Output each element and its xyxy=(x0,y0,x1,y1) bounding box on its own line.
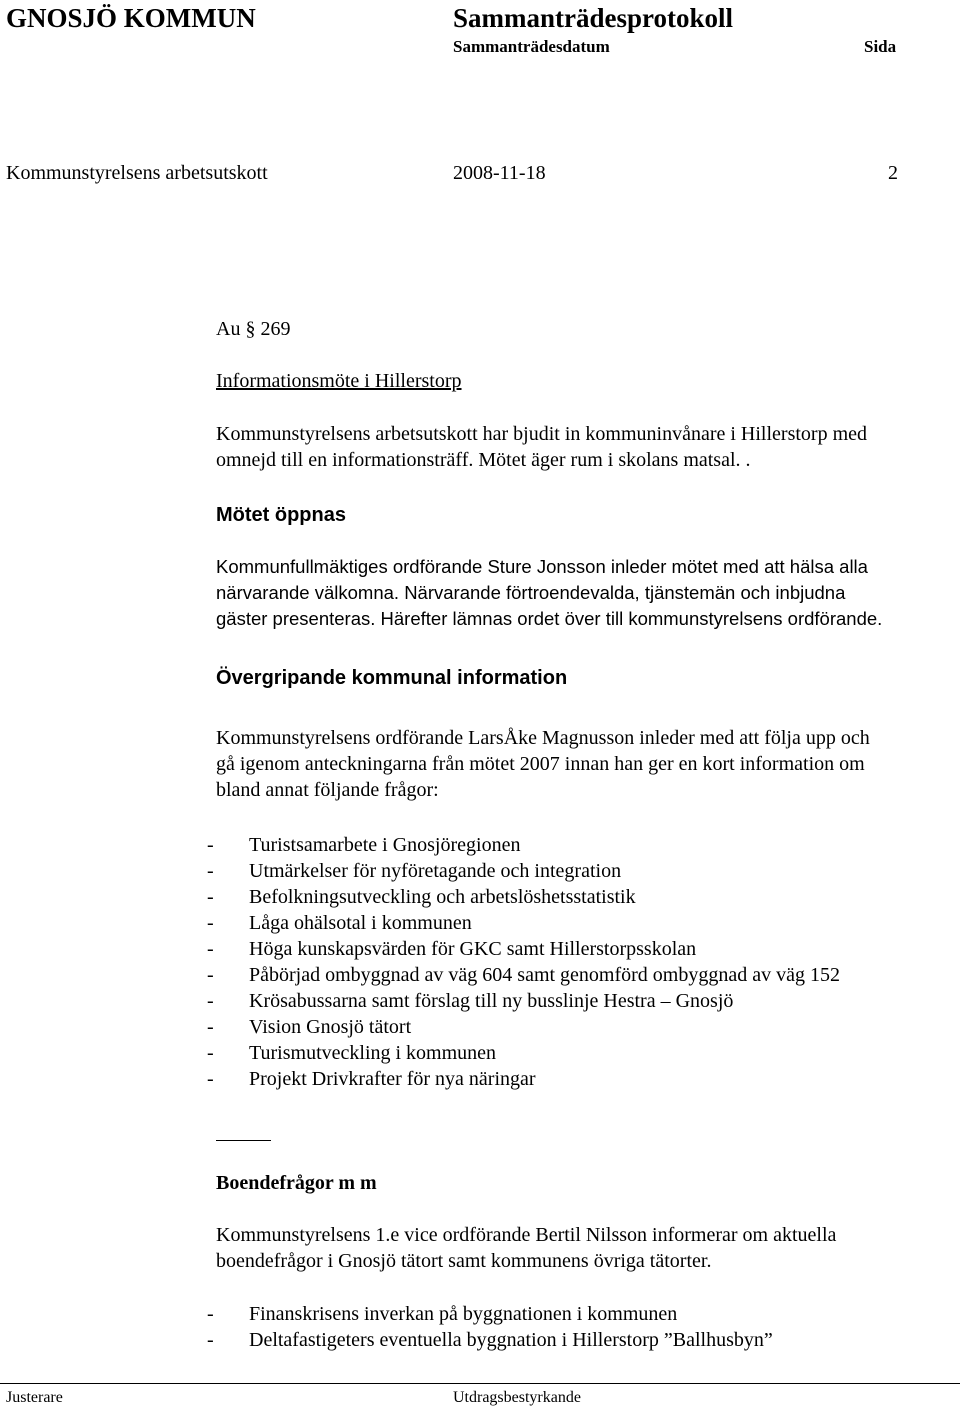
list-item xyxy=(207,1014,840,1040)
section-title: Informationsmöte i Hillerstorp xyxy=(216,370,462,392)
housing-line: boendefrågor i Gnosjö tätort samt kommunens övriga tätorter. xyxy=(216,1250,712,1272)
housing-paragraph xyxy=(216,1222,836,1274)
list-item xyxy=(207,1301,773,1327)
overview-line: Kommunstyrelsens ordförande LarsÅke Magnusson inleder med att följa upp och xyxy=(216,727,870,749)
list-item-text: Krösabussarna samt förslag till ny busslinje Hestra – Gnosjö xyxy=(249,990,734,1012)
footer-utdragsbestyrkande: Utdragsbestyrkande xyxy=(453,1389,581,1406)
list-item xyxy=(207,910,840,936)
list-item xyxy=(207,936,840,962)
list-item-text: Deltafastigeters eventuella byggnation i Hillerstorp ”Ballhusbyn” xyxy=(249,1329,773,1351)
intro-line: Kommunstyrelsens arbetsutskott har bjudit in kommuninvånare i Hillerstorp med xyxy=(216,423,868,445)
intro-line: omnejd till en informationsträff. Mötet äger rum i skolans matsal. . xyxy=(216,449,751,471)
list-item-text: Höga kunskapsvärden för GKC samt Hillerstorpsskolan xyxy=(249,938,697,960)
list-item-text: Finanskrisens inverkan på byggnationen i kommunen xyxy=(249,1303,678,1325)
overview-line: bland annat följande frågor: xyxy=(216,779,439,801)
opening-line: Kommunfullmäktiges ordförande Sture Jonsson inleder mötet med att hälsa alla xyxy=(216,556,868,577)
document-type: Sammanträdesprotokoll xyxy=(453,3,734,33)
list-dash: - xyxy=(207,912,214,934)
overview-line: gå igenom anteckningarna från mötet 2007 innan han ger en kort information om xyxy=(216,753,865,775)
meeting-body: Kommunstyrelsens arbetsutskott xyxy=(6,162,268,184)
opening-paragraph xyxy=(216,554,882,632)
housing-heading: Boendefrågor m m xyxy=(216,1172,377,1194)
list-dash: - xyxy=(207,990,214,1012)
list-dash: - xyxy=(207,1042,214,1064)
opening-heading: Mötet öppnas xyxy=(216,504,346,526)
list-dash: - xyxy=(207,1329,214,1351)
footer-justerare: Justerare xyxy=(6,1389,63,1406)
list-item-text: Påbörjad ombyggnad av väg 604 samt genomförd ombyggnad av väg 152 xyxy=(249,964,840,986)
overview-heading: Övergripande kommunal information xyxy=(216,667,568,689)
list-item xyxy=(207,1066,840,1092)
list-dash: - xyxy=(207,964,214,986)
list-item-text: Turistsamarbete i Gnosjöregionen xyxy=(249,834,521,856)
intro-paragraph xyxy=(216,421,867,473)
list-item-text: Vision Gnosjö tätort xyxy=(249,1016,412,1038)
housing-topic-list xyxy=(207,1301,773,1353)
housing-line: Kommunstyrelsens 1.e vice ordförande Bertil Nilsson informerar om aktuella xyxy=(216,1224,837,1246)
list-dash: - xyxy=(207,1068,214,1090)
list-item xyxy=(207,884,840,910)
list-item xyxy=(207,1040,840,1066)
list-dash: - xyxy=(207,886,214,908)
page-label: Sida xyxy=(864,37,897,56)
footer-rule xyxy=(0,1383,960,1384)
list-item-text: Låga ohälsotal i kommunen xyxy=(249,912,472,934)
overview-topic-list xyxy=(207,832,840,1092)
section-separator xyxy=(216,1140,271,1141)
page-number: 2 xyxy=(888,162,898,184)
list-item xyxy=(207,858,840,884)
org-name: GNOSJÖ KOMMUN xyxy=(6,3,256,33)
meeting-date-label: Sammanträdesdatum xyxy=(453,37,610,56)
list-item xyxy=(207,988,840,1014)
list-dash: - xyxy=(207,938,214,960)
list-dash: - xyxy=(207,1016,214,1038)
list-item-text: Utmärkelser för nyföretagande och integration xyxy=(249,860,622,882)
list-dash: - xyxy=(207,834,214,856)
list-dash: - xyxy=(207,860,214,882)
list-item-text: Befolkningsutveckling och arbetslöshetsstatistik xyxy=(249,886,636,908)
list-item xyxy=(207,832,840,858)
overview-paragraph xyxy=(216,725,870,803)
section-number: Au § 269 xyxy=(216,318,291,340)
meeting-date: 2008-11-18 xyxy=(453,162,546,184)
opening-line: närvarande välkomna. Närvarande förtroendevalda, tjänstemän och inbjudna xyxy=(216,582,846,603)
list-item xyxy=(207,962,840,988)
list-item-text: Projekt Drivkrafter för nya näringar xyxy=(249,1068,536,1090)
list-item xyxy=(207,1327,773,1353)
list-item-text: Turismutveckling i kommunen xyxy=(249,1042,497,1064)
list-dash: - xyxy=(207,1303,214,1325)
opening-line: gäster presenteras. Härefter lämnas ordet över till kommunstyrelsens ordförande. xyxy=(216,608,883,629)
